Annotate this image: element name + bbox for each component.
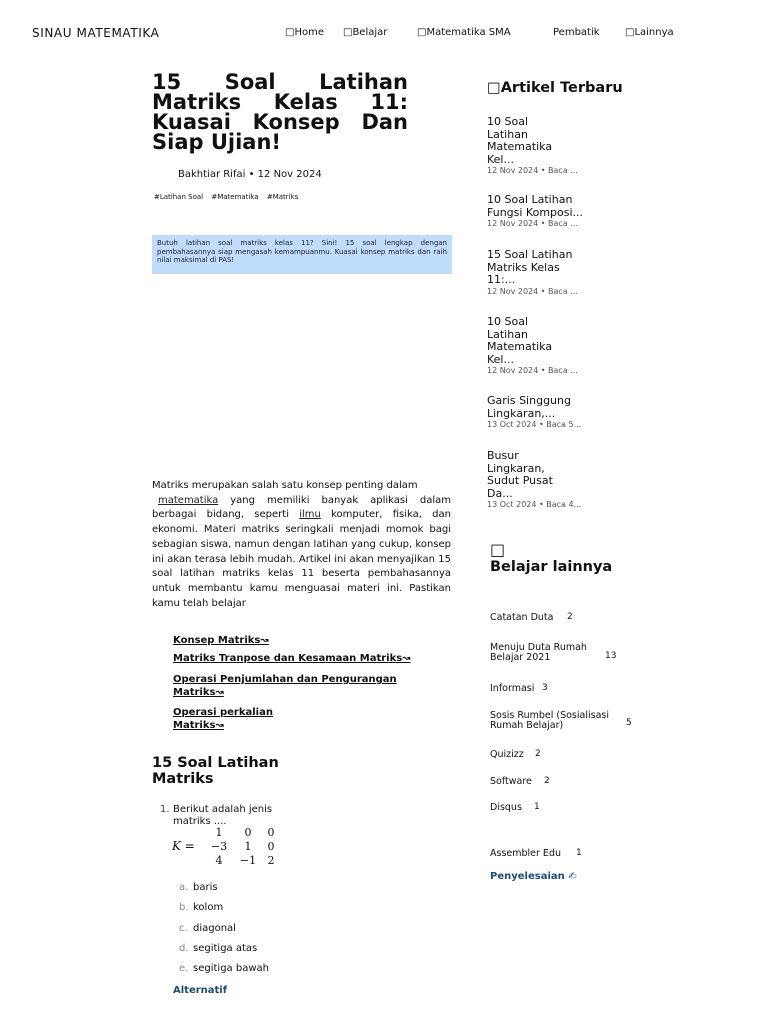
question-text: Berikut adalah jenis matriks .... bbox=[173, 804, 273, 827]
recent-article-title[interactable]: Busur Lingkaran, Sudut Pusat Da... bbox=[487, 449, 553, 500]
learn-count: 1 bbox=[576, 848, 582, 858]
recent-article-title[interactable]: 10 Soal Latihan Matematika Kel... bbox=[487, 115, 553, 166]
matrix-cell: 1 bbox=[215, 826, 223, 839]
matrix-cell: 0 bbox=[267, 826, 275, 839]
learn-item-label: Quizizz bbox=[490, 749, 524, 760]
option-b[interactable] bbox=[179, 902, 223, 913]
question-number: 1. bbox=[160, 804, 170, 815]
learn-item-label: Catatan Duta bbox=[490, 612, 554, 623]
article bbox=[152, 70, 452, 996]
recent-article-meta: 12 Nov 2024 • Baca ... bbox=[487, 166, 578, 175]
learn-item-catatan-duta[interactable] bbox=[490, 612, 553, 623]
learn-item-disqus[interactable] bbox=[490, 802, 522, 813]
recent-article-meta: 13 Oct 2024 • Baca 4... bbox=[487, 500, 582, 509]
nav-home[interactable]: □Home bbox=[285, 27, 324, 38]
learn-item-label: Disqus bbox=[490, 802, 522, 813]
recent-article[interactable] bbox=[487, 194, 597, 229]
learn-icon: □ bbox=[490, 540, 506, 559]
option-letter: d. bbox=[179, 943, 189, 954]
learn-item-label: Assembler Edu bbox=[490, 848, 561, 859]
recent-article-title[interactable]: Garis Singgung Lingkaran,... bbox=[487, 394, 571, 420]
option-letter: c. bbox=[179, 923, 188, 934]
matrix-cell: 0 bbox=[244, 826, 252, 839]
learn-count: 2 bbox=[544, 776, 550, 786]
recent-article-meta: 12 Nov 2024 • Baca ... bbox=[487, 219, 578, 228]
nav-pembatik[interactable]: Pembatik bbox=[553, 27, 600, 38]
toc-operasi-penjumlahan[interactable]: Operasi Penjumlahan dan Pengurangan Matriks↝ bbox=[173, 674, 397, 698]
penyelesaian-link[interactable]: Penyelesaian ✍ bbox=[490, 871, 577, 882]
option-text: segitiga bawah bbox=[193, 963, 269, 974]
recent-article-meta: 12 Nov 2024 • Baca ... bbox=[487, 286, 578, 296]
option-text: kolom bbox=[193, 902, 224, 913]
matrix-cell: 2 bbox=[267, 854, 275, 867]
option-text: diagonal bbox=[193, 923, 236, 934]
learn-count: 2 bbox=[567, 612, 573, 622]
link-matematika[interactable]: matematika bbox=[158, 494, 219, 506]
sidebar-learn bbox=[490, 540, 640, 576]
tag-matematika[interactable]: #Matematika bbox=[211, 193, 259, 201]
option-text: segitiga atas bbox=[193, 943, 258, 954]
toc-konsep-matriks[interactable]: Konsep Matriks↝ bbox=[173, 635, 269, 646]
learn-item-quizizz[interactable] bbox=[490, 749, 524, 760]
sidebar-recent bbox=[487, 80, 637, 509]
recent-articles-title: □Artikel Terbaru bbox=[487, 80, 623, 96]
toc-operasi-perkalian[interactable]: Operasi perkalian Matriks↝ bbox=[173, 707, 273, 731]
nav-matematika-sma[interactable]: □Matematika SMA bbox=[417, 27, 511, 38]
recent-article-title[interactable]: 15 Soal Latihan Matriks Kelas 11:... bbox=[487, 248, 573, 286]
learn-item-label: Software bbox=[490, 776, 532, 787]
recent-article-meta: 13 Oct 2024 • Baca 5... bbox=[487, 420, 582, 429]
learn-item-menuju-duta[interactable] bbox=[490, 643, 600, 663]
tag-matriks[interactable]: #Matriks bbox=[266, 193, 299, 201]
link-ilmu[interactable]: ilmu bbox=[299, 509, 321, 521]
option-letter: b. bbox=[179, 902, 189, 913]
intro-paragraph bbox=[152, 479, 451, 611]
option-letter: a. bbox=[179, 882, 189, 893]
learn-item-label: Menuju Duta Rumah Belajar 2021 bbox=[490, 642, 587, 663]
recent-article[interactable] bbox=[487, 395, 582, 430]
tag-list bbox=[154, 193, 304, 201]
matrix-cell: 4 bbox=[215, 854, 223, 867]
article-meta bbox=[178, 169, 322, 180]
option-text: baris bbox=[193, 882, 218, 893]
learn-item-sosis-rumbel[interactable] bbox=[490, 711, 624, 731]
matrix-label: K = bbox=[172, 839, 195, 853]
intro-text-1: Matriks merupakan salah satu konsep penting dalam bbox=[152, 480, 418, 491]
matrix-cell: 0 bbox=[267, 840, 275, 853]
recent-article[interactable] bbox=[487, 449, 582, 510]
nav-lainnya[interactable]: □Lainnya bbox=[625, 27, 674, 38]
recent-article-title[interactable]: 10 Soal Latihan Fungsi Komposi... bbox=[487, 193, 584, 219]
learn-item-label: Informasi bbox=[490, 683, 535, 694]
alternatif-toggle[interactable]: Alternatif bbox=[173, 985, 228, 996]
article-summary: Butuh latihan soal matriks kelas 11? Sini! 15 soal lengkap dengan pembahasannya siap mengasah kemampuanmu. Kuasai konsep matriks dan raih nilai maksimal di PAS! bbox=[152, 235, 452, 274]
matrix-cell: −1 bbox=[239, 854, 257, 867]
option-d[interactable] bbox=[179, 943, 257, 954]
tag-latihan-soal[interactable]: #Latihan Soal bbox=[154, 193, 204, 201]
top-navigation bbox=[0, 0, 768, 66]
intro-text-2: yang memiliki banyak aplikasi dalam berbagai bidang, seperti bbox=[152, 494, 451, 521]
option-letter: e. bbox=[179, 963, 189, 974]
learn-item-label: Sosis Rumbel (Sosialisasi Rumah Belajar) bbox=[490, 710, 609, 731]
matrix-cell: 1 bbox=[244, 840, 252, 853]
learn-count: 2 bbox=[535, 749, 541, 759]
learn-item-informasi[interactable] bbox=[490, 683, 534, 694]
learn-count: 1 bbox=[534, 802, 540, 812]
intro-text-3: komputer, fisika, dan ekonomi. Materi matriks seringkali menjadi momok bagi sebagian siswa, namun dengan latihan yang cukup, konsep ini akan terasa lebih mudah. Artikel ini akan menyajikan 15 soal latihan matriks kelas 11 beserta pembahasannya untuk membantu kamu menguasai materi ini. Pastikan kamu telah belajar bbox=[152, 509, 451, 609]
matrix-cell: −3 bbox=[210, 840, 228, 853]
recent-article[interactable] bbox=[487, 315, 578, 376]
site-brand[interactable]: SINAU MATEMATIKA bbox=[32, 26, 160, 40]
recent-article-title[interactable]: 10 Soal Latihan Matematika Kel... bbox=[487, 315, 553, 366]
toc-matriks-tranpose[interactable]: Matriks Tranpose dan Kesamaan Matriks↝ bbox=[173, 653, 411, 664]
recent-article-meta: 12 Nov 2024 • Baca ... bbox=[487, 366, 578, 375]
nav-belajar[interactable]: □Belajar bbox=[343, 27, 388, 38]
publish-date: 12 Nov 2024 bbox=[257, 169, 322, 180]
option-c[interactable] bbox=[179, 923, 236, 934]
learn-count: 3 bbox=[542, 683, 548, 693]
option-a[interactable] bbox=[179, 882, 218, 893]
recent-article[interactable] bbox=[487, 249, 587, 297]
learn-item-assembler-edu[interactable] bbox=[490, 848, 561, 859]
learn-count: 5 bbox=[626, 718, 632, 728]
section-title: 15 Soal Latihan Matriks bbox=[152, 755, 279, 787]
learn-item-software[interactable] bbox=[490, 776, 532, 787]
learn-title: Belajar lainnya bbox=[490, 559, 613, 575]
recent-article[interactable] bbox=[487, 115, 578, 176]
author-name[interactable]: Bakhtiar Rifai bbox=[178, 169, 246, 180]
meta-separator: • bbox=[248, 169, 255, 180]
article-title: 15 Soal Latihan Matriks Kelas 11: Kuasai Konsep Dan Siap Ujian! bbox=[152, 70, 408, 154]
learn-count: 13 bbox=[605, 651, 617, 661]
option-e[interactable] bbox=[179, 963, 269, 974]
